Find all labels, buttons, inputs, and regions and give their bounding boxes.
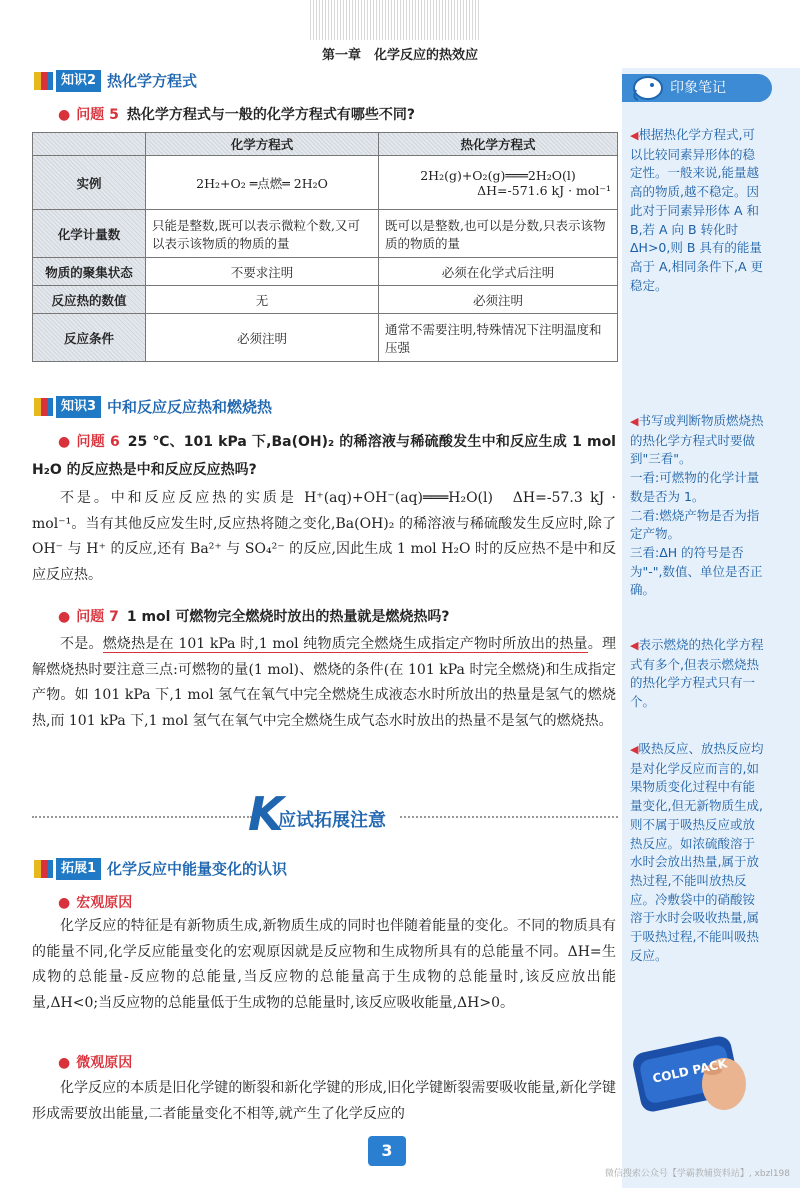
leaf-icon: ● xyxy=(58,609,71,625)
paragraph-macro: 化学反应的特征是有新物质生成,新物质生成的同时也伴随着能量的变化。不同的物质具有的能量不同,化学反应能量变化的宏观原因就是反应物和生成物所具有的总能量不同。ΔH=生成物的总能量-反应物的总能量,当反应物的总能量高于生成物的总能量时,该反应放出能量,ΔH<0;当反应物的总能量低于生成物的总能量时,该反应吸收能量,ΔH>0。 xyxy=(32,918,616,1011)
question-6: ● 问题 6 25 ℃、101 kPa 下,Ba(OH)₂ 的稀溶液与稀硫酸发生中和反应生成 1 mol H₂O 的反应热是中和反应反应热吗? xyxy=(32,434,616,478)
leaf-icon: ● xyxy=(58,1055,71,1071)
section-title: 中和反应反应热和燃烧热 xyxy=(107,398,273,416)
table-header-row: 化学方程式 热化学方程式 xyxy=(33,133,618,156)
table-row: 物质的聚集状态 不要求注明 必须在化学式后注明 xyxy=(33,258,618,286)
comparison-table xyxy=(32,132,618,362)
ext1-heading xyxy=(32,858,287,884)
banner-title: 应试拓展注意 xyxy=(278,810,386,831)
cold-pack-label: COLD PACK xyxy=(651,1056,729,1086)
leaf-icon: ● xyxy=(58,107,71,123)
definition-underline: 燃烧热是在 101 kPa 时,1 mol 纯物质完全燃烧生成指定产物时所放出的热量 xyxy=(102,636,588,652)
table-row: 反应条件 必须注明 通常不需要注明,特殊情况下注明温度和压强 xyxy=(33,314,618,362)
sidebar-note-3: ◀表示燃烧的热化学方程式有多个,但表示燃烧热的热化学方程式只有一个。 xyxy=(630,637,764,710)
book-flag-icon xyxy=(32,70,54,92)
paragraph-micro: 化学反应的本质是旧化学键的断裂和新化学键的形成,旧化学键断裂需要吸收能量,新化学键形成需要放出能量,二者能量变化不相等,就产生了化学反应的 xyxy=(32,1080,616,1122)
leaf-icon: ● xyxy=(58,895,71,911)
sidebar-note-4: ◀吸热反应、放热反应均是对化学反应而言的,如果物质变化过程中有能量变化,但无新物质生成,则不属于吸热反应或放热反应。如浓硫酸溶于水时会放出热量,属于放热过程,不能叫放热反应。冷敷袋中的硝酸铵溶于水时会吸收热量,属于吸热过程,不能叫吸热反应。 xyxy=(630,741,764,963)
header-pattern xyxy=(310,0,480,40)
table-row: 化学计量数 只能是整数,既可以表示微粒个数,又可以表示该物质的物质的量 既可以是整数,也可以是分数,只表示该物质的物质的量 xyxy=(33,210,618,258)
book-flag-icon xyxy=(32,396,54,418)
banner-left-rule xyxy=(32,816,252,818)
section-label: 知识2 xyxy=(56,70,101,92)
subheading-macro: ● 宏观原因 xyxy=(58,895,133,911)
section3-heading xyxy=(32,396,272,422)
section-title: 化学反应中能量变化的认识 xyxy=(107,860,288,878)
footer-watermark: 微信搜索公众号【学霸教辅资料站】, xbzl198 xyxy=(604,1169,790,1179)
section-title: 热化学方程式 xyxy=(107,72,198,90)
question-5: ● 问题 5 热化学方程式与一般的化学方程式有哪些不同? xyxy=(58,107,415,123)
banner-right-rule xyxy=(400,816,618,818)
sidebar-note-2: ◀书写或判断物质燃烧热的热化学方程式时要做到"三看"。 一看:可燃物的化学计量数是否为 1。 二看:燃烧产物是否为指定产物。 三看:ΔH 的符号是否为"-",数值、单位是否正确。 xyxy=(630,413,764,598)
sidebar-note-1: ◀根据热化学方程式,可以比较同素异形体的稳定性。一般来说,能量越高的物质,越不稳定。因此对于同素异形体 A 和 B,若 A 向 B 转化时 ΔH>0,则 B 具有的能量高于 A,相同条件下,A 更稳定。 xyxy=(630,127,763,293)
section-label: 知识3 xyxy=(56,396,101,418)
leaf-icon: ● xyxy=(58,434,71,450)
table-row: 反应热的数值 无 必须注明 xyxy=(33,286,618,314)
sidebar-heading: 印象笔记 xyxy=(622,74,772,102)
triangle-icon: ◀ xyxy=(630,415,639,428)
question-7: ● 问题 7 1 mol 可燃物完全燃烧时放出的热量就是燃烧热吗? xyxy=(58,609,450,625)
table-row: 实例 2H₂+O₂ ═点燃═ 2H₂O 2H₂(g)+O₂(g)═══2H₂O(l) ΔH=-571.6 kJ · mol⁻¹ xyxy=(33,156,618,210)
answer-6: 不是。中和反应反应热的实质是 H⁺(aq)+OH⁻(aq)═══H₂O(l) ΔH=-57.3 kJ · mol⁻¹。当有其他反应发生时,反应热将随之变化,Ba(OH)₂ 的稀溶液与稀硫酸发生反应时,除了 OH⁻ 与 H⁺ 的反应,还有 Ba²⁺ 与 SO₄²⁻ 的反应,因此生成 1 mol H₂O 时的反应热不是中和反应反应热。 xyxy=(32,490,616,583)
page-number: 3 xyxy=(368,1136,406,1166)
section-label: 拓展1 xyxy=(56,858,101,880)
triangle-icon: ◀ xyxy=(630,639,639,652)
section2-heading xyxy=(32,70,197,96)
cold-pack-image xyxy=(632,1030,752,1122)
book-flag-icon xyxy=(32,858,54,880)
banner-letter: K xyxy=(248,787,284,841)
triangle-icon: ◀ xyxy=(630,129,639,142)
chapter-title: 第一章 化学反应的热效应 xyxy=(321,48,478,63)
elephant-icon xyxy=(630,68,666,104)
triangle-icon: ◀ xyxy=(630,743,639,756)
answer-7: 不是。燃烧热是在 101 kPa 时,1 mol 纯物质完全燃烧生成指定产物时所放出的热量。理解燃烧热时要注意三点:可燃物的量(1 mol)、燃烧的条件(在 101 kPa 时完全燃烧)和生成指定产物。如 101 kPa 下,1 mol 氢气在氧气中完全燃烧生成液态水时所放出的热量是氢气的燃烧热,而 101 kPa 下,1 mol 氢气在氧气中完全燃烧生成气态水时放出的热量不是氢气的燃烧热。 xyxy=(32,636,617,729)
subheading-micro: ● 微观原因 xyxy=(58,1055,133,1071)
